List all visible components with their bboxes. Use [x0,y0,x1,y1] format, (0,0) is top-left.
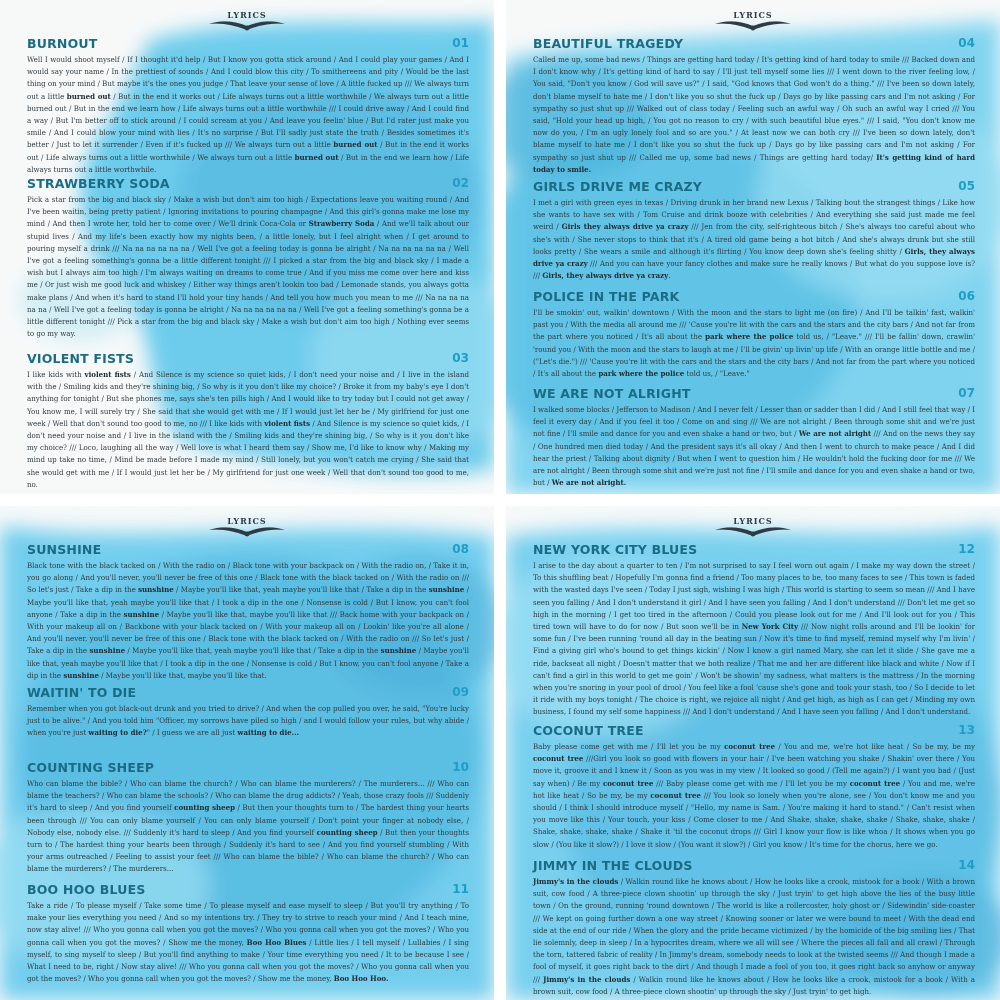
song-lyrics: Remember when you got black-out drunk and you tried to drive? / And when the cop pulled you over, he said, "You're lucky just to be alive." / And you told him "Officer, my sorrows have piled so high / and I would follow your rules, but why abide / when you're just waiting to die?" / I guess we are all just waiting to die... [27,704,469,738]
song-title: WE ARE NOT ALRIGHT [533,386,691,401]
lyrics-page-4 [506,506,1000,1000]
song-title: STRAWBERRY SODA [27,176,170,191]
song-burnout [27,36,469,176]
track-number: 13 [958,723,975,737]
song-lyrics: Black tone with the black tacked on / With the radio on / Black tone with your backpack on / With the radio on, / Take it in, you go along / And you'll never, you'll never be free of this one / Black tone with the black tacked on / With the radio on /// So let's just / Take a dip in the sunshine / Maybe you'll like that, yeah maybe you'll like that / Take a dip in the sunshine / Maybe you'll like that, yeah maybe you'll like that / I took a dip in the one / Nonsense is cold / But I know, you can't fool anyone / Take a dip in the sunshine / Maybe you'll like that, maybe you'll like that /// Back home with your backpack on / With your makeup all on / Backbone with your black tacked on / With your makeup all on / Lookin' like you're all alone / And you'll never, you'll never be free of this one / Black tone with the black tacked on / With the radio on /// So let's just / Take a dip in the sunshine / Maybe you'll like that, yeah maybe you'll like that / Take a dip in the sunshine / Maybe you'll like that, yeah maybe you'll like that / I took a dip in the one / Nonsense is cold / But I know, you can't fool anyone / Take a dip in the sunshine / Maybe you'll like that, maybe you'll like that. [27,561,469,680]
lyrics-logo [713,8,793,34]
song-title-highlight: Strawberry Soda [308,219,375,229]
logo-text: LYRICS [733,10,773,20]
song-title-highlight: counting sheep [174,803,236,813]
song-title-highlight: park where the police [705,332,794,342]
song-title: VIOLENT FISTS [27,351,135,366]
song-title-highlight: New York City [741,622,799,632]
song-waitin-to-die [27,685,469,740]
song-title-highlight: waiting to die? [88,728,147,738]
song-lyrics: I arise to the day about a quarter to ten / I'm not surprised to say I feel worn out again / I make my way down the street / To this shuffling beat / Hopefully I'm gonna find a friend / Too many places to be, too many faces to see / This town is faded with the wasted days I've seen / Today I just sigh, wishing I was high / This world is starting to seem so mean /// And I have seen you falling / And I don't understand it girl / And I have seen you falling / And I don't understand /// Don't let me get so high in the morning / I get too tired in the afternoon / Could you please look out for me / And I'll look out for you / This tired town will have to do for now / But soon we'll be in New York City /// Now night rolls around and I'll be lookin' for some fun / I've been running 'round all day in the beating sun / Now it's time to find myself, remind myself why I'm livin' / Find a giving girl who's bound to get things kickin' / Now I know a girl named Mary, she can let it slide / She gave me a ride, backseat all night / Doesn't matter that we both realize / That me and her are different like black and white / Now if I can't find a girl in this world to get me goin' / Won't be showin' my sadness, what matters is the mattress / In the morning when you're snoring in your pool of drool / You feel like a fool 'cause she's gone and took your stash, too / So I decide to let it ride with my boys tonight / The choice is right, we rejoice all night / And get high, as high as I can get / Minding my own business, I found my self some happiness /// And I don't understand / And I have seen you falling / And I don't understand. [533,561,976,717]
song-we-are-not-alright [533,386,975,489]
song-title: COCONUT TREE [533,723,644,738]
song-title: NEW YORK CITY BLUES [533,542,698,557]
song-title: SUNSHINE [27,542,102,557]
song-title-highlight: coconut tree [533,754,584,764]
song-girls-drive-me-crazy [533,179,975,282]
song-sunshine [27,542,469,682]
song-title-highlight: We are not alright. [551,478,627,488]
song-title-highlight: Boo Hoo Hoo. [333,974,389,984]
song-title-highlight: burned out [294,152,339,162]
lyrics-page-1 [0,0,494,494]
song-title: JIMMY IN THE CLOUDS [533,858,693,873]
logo-text: LYRICS [227,516,267,526]
track-number: 01 [452,36,469,50]
logo-text: LYRICS [227,10,267,20]
song-boo-hoo-blues [27,882,469,985]
song-lyrics: Baby please come get with me / I'll let you be my coconut tree / You and me, we're hot like heat / So be my, be my coconut tree ///Girl you look so good with flowers in your hair / I've been watching you shake / Shakin' over there / You move it, groove it and I knew it / Soon as you was in my view / It looked so good / (Tell me again?) / I want you bad / (Just say when) / Be my coconut tree /// Baby please come get with me / I'll let you be my coconut tree / You and me, we're hot like heat / So be my, be my coconut tree /// You look so lonely when you're alone, see / You don't know me and you should / I think I should introduce myself / "Hello, my name is Sam. / You're making it hard to stand." / Can't resist when you move like this / Your touch, your kiss / Come closer to me / And Shake, shake, shake, shake / Shake, shake, shake / Shake, shake, shake, shake / Shake it 'til the coconut drops /// Girl I know your flow is like whoa / It shows when you go slow / (You like it slow?) / I love it slow / (You want it slow?) / Girl you know / It's time for the chorus, here we go. [533,742,976,849]
song-title-highlight: sunshine [138,585,174,595]
song-title-highlight: coconut tree [650,790,701,800]
song-title: COUNTING SHEEP [27,760,155,775]
song-title-highlight: We are not alright [798,429,872,439]
lyrics-logo [713,514,793,540]
song-title: WAITIN' TO DIE [27,685,137,700]
song-lyrics: Well I would shoot myself / If I thought it'd help / But I know you gotta stick around / And I could play your games / And I would say your name / In the prettiest of sounds / And I could blow this city / To smithereens and pity / Would be the last thing on your mind / But maybe it's the ones you judge / That leave your sense of love / A little fucked up /// We always turn out a little burned out / But in the end it works out / Life always turns out a little worthwhile / We always turn out a little burned out / But in the end we learn how / Life always turns out a little worthwhile /// I could drive away / And I could find a way / But I'm better off to stick around / I could scream at you / And leave you feelin' blue / But I'd rater just make you smile / And I could blow your mind with lies / It's no surprise / But I'll sadly just state the truth / Besides sometimes it's better / Just to let it surrender / Even if it's fucked up /// We always turn out a little burned out / But in the end it works out / Life always turns out a little worthwhile / We always turn out a little burned out / But in the end we learn how / Life always turns out a little worthwhile. [27,55,469,174]
lyrics-page-3 [0,506,494,1000]
song-title-highlight: burned out [66,91,111,101]
song-lyrics: Called me up, some bad news / Things are getting hard today / It's getting kind of hard today to smile /// Backed down and I don't know why / It's getting kind of hard to say / I'll just tell myself some lies /// I went down to the river feeling low, / You said, "Don't you know / God will save us?" / I said, "God knows that God won't do a thing." /// I've been so down lately, don't blame myself to hate me / I don't like you so shut the fuck up / Days go by like passing cars and I'm not asking / For sympathy so just shut up /// Walked out of class today / Feeling such an awful way / Oh such an awful way I cried /// You said, "Hold your head up high, / You got no reason to cry / with such beautiful blue eyes." /// I said, "You don't know me now do you, / I'm an ugly lonely fool and so are you." / At least now we can both cry /// I've been so down lately, don't blame myself to hate me / I don't like you so shut the fuck up / Days go by like passing cars and I'm not asking / For sympathy so just shut up /// Called me up, some bad news / Things are getting hard today/ It's getting kind of hard today to smile. [533,55,975,174]
song-title: GIRLS DRIVE ME CRAZY [533,179,702,194]
song-title-highlight: Girls, they always drive ya crazy [533,246,975,269]
song-beautiful-tragedy [533,36,975,176]
lyrics-logo [207,514,287,540]
song-title-highlight: waiting to die... [237,728,300,738]
song-new-york-city-blues [533,542,975,719]
track-number: 03 [452,351,469,365]
song-lyrics: I like kids with violent fists / And Silence is my science so quiet kids, / I don't need your noise and / I live in the island with the / Smiling kids and they're shining big, / So why is it you don't like my choice? / Broke it from my baby's eye I don't anything for tonight / But she phones me, says she's ten pills high / And I would like to try today but I could not get away / You know me, I will surely try / She said that she would get with me / If I would just let her be / My girlfriend for just one week / Well that don't sound too good to me, no /// I like kids with violent fists / And Silence is my science so quiet kids, / I don't need your noise and / I live in the island with the / Smiling kids and they're shining big, / So why is it you don't like my choice? /// Loco, laughing all the way / Well love is what I heard them say / Show me, I'd like to know why / Making my mind up take no time, / Mind be made before I made my mind / Still lonely, but you won't catch me crying / She said that she would get with me / If I would just let her be / My girlfriend for just one week / Well that don't sound too good to me, no. [27,370,470,489]
track-number: 08 [452,542,469,556]
song-title-highlight: Boo Hoo Blues [246,937,307,947]
song-violent-fists [27,351,469,491]
song-coconut-tree [533,723,975,851]
song-title-highlight: sunshine [428,585,465,595]
lyrics-logo [207,8,287,34]
track-number: 10 [452,760,469,774]
song-title-highlight: burned out [333,140,378,150]
track-number: 06 [958,289,975,303]
song-strawberry-soda [27,176,469,340]
song-title-highlight: counting sheep [316,827,378,837]
song-lyrics: I'll be smokin' out, walkin' downtown / With the moon and the stars to light me (on fire) / And I'll be talkin' fast, walkin' past you / With the media all around me /// 'Cause you're lit with the cars and the stars and the city bars / And not far from the part where you noticed / It's all about the park where the police told us, / "Leave." /// I'll be fallin' down, crawlin' 'round you / With the moon and the stars to laugh at me / I'll be givin' up livin' up life / With an orange little bottle and me / ("Let's die.") /// 'Cause you're lit with the cars and the stars and the city bars / And not far from the part where you noticed / It's all about the park where the police told us, / "Leave." [533,308,976,379]
track-number: 07 [958,386,975,400]
song-title-highlight: sunshine [123,609,160,619]
song-title-highlight: sunshine [63,670,99,680]
song-title-highlight: coconut tree [602,778,654,788]
song-title-highlight: coconut tree [849,778,901,788]
lyrics-page-2 [506,0,1000,494]
song-title-highlight: coconut tree [724,742,776,751]
track-number: 04 [958,36,975,50]
song-police-in-the-park [533,289,975,380]
song-lyrics: I walked some blocks / Jefferson to Madison / And I never felt / Lesser than or sadder than I did / And I still feel that way / I feel it every day / And if you feel it too / Come on and sing /// We are not alright / Been through some shit and we're just not fine / I'll smile and dance for you and even shake a hand or two, but / We are not alright /// And on the news they say / One hundred men died today / And the president says it's all okay / And then I went to church to make peace / And I did hear the priest / Talking about dignity / But when I went to question him / He wouldn't hold the fucking door for me /// We are not alright / Been through some shit and we're just not fine / I'll smile and dance for you and even shake a hand or two, but / We are not alright. [533,405,975,488]
song-title-highlight: Jimmy's in the clouds [543,974,631,984]
song-title-highlight: It's getting kind of hard today to smile. [533,152,975,174]
song-lyrics: I met a girl with green eyes in texas / Driving drunk in her brand new Lexus / Talking bout the strangest things / Like how she wants to have sex with / Tom Cruise and drink booze with celebrities / And everything she said just made me feel weird / Girls they always drive ya crazy /// Jen from the city, self-righteous bitch / She's always too careful about who she's with / She never stops to think that it's / A tired old game being a hot bitch / And she's always drunk but she still looks pretty / She wears a smile and although it's flirting / You know deep down she's feeling shitty / Girls, they always drive ya crazy /// And you can have your fancy clothes and make sure he really knows / But what do you suppose love is? /// Girls, they always drive ya crazy. [533,198,975,281]
song-title-highlight: park where the police [598,369,685,379]
song-counting-sheep [27,760,469,876]
track-number: 11 [452,882,469,896]
song-title-highlight: sunshine [380,646,417,656]
song-lyrics: Take a ride / To please myself / Take some time / To please myself and ease myself to sleep / But you'll try anything / To make your lies everything you need / And so my intentions try. / They try to strive to reach your mind / And I teach mine, now stay alive! /// Who you gonna call when you got the moves? / Who you gonna call when you got the moves? / Who you gonna call when you got the moves? / Show me the money, Boo Hoo Blues / Little lies / I tell myself / Lullabies / I sing myself, to sing myself to sleep / But you'll find anything to make / Your time everything you need / It to be because I see / What I need to be, right / Now stay alive! /// Who you gonna call when you got the moves? / Who you gonna call when you got the moves? / Who you gonna call when you got the moves? / Show me the money, Boo Hoo Hoo. [27,901,469,984]
song-title-highlight: violent fists [264,418,311,428]
track-number: 14 [958,858,975,872]
song-title: BOO HOO BLUES [27,882,146,897]
track-number: 05 [958,179,975,193]
song-title-highlight: sunshine [89,646,126,656]
song-lyrics: Pick a star from the big and black sky / Make a wish but don't aim too high / Expectations leave you waiting round / And I've been waitin, being pretty patient / Ignoring invitations to pouring champagne / And this girl's gonna make me lose my mind / And then I wrote her, told her to come over / We'll drink Coca-Cola or Strawberry Soda / And we'll talk about our stupid lives / And my life's been exactly how my nights been, / a little lonely, but I feel alright when / I get around to pouring myself a drink /// Na na na na na na / Well I've got a feeling today is gonna be alright / Na na na na na na / Well I've got a feeling something's gonna be a little different tonight /// I picked a star from the big and black sky / I made a wish but I always aim too high / I'm always waiting on dreams to come true / And if you miss me come over here and kiss me / Or just wish me good luck and whiskey / Either way things aren't lookin too bad / Lemonade stands, you always gotta make plans / And when it's hard to stand I'll hold your tiny hands / And tell you how much you mean to me /// Na na na na na na / Well I've got a feeling today is gonna be alright / Na na na na na na / Well I've got a feeling something's gonna be a little different tonight /// Pick a star from the big and black sky / Make a wish but don't aim too high / Nothing ever seems to go my way. [27,195,470,339]
song-lyrics: Who can blame the bible? / Who can blame the church? / Who can blame the murderers? / The murderers... /// Who can blame the teachers? / Who can blame the schools? / Who can blame the drug addicts? / Yeah, those crazy fools /// Suddenly it's hard to sleep / And you find yourself counting sheep / But then your thoughts turn to / The hardest thing your hearts been through /// You can only blame yourself / You can only blame yourself / Don't point your finger at nobody else, / Nobody else, nobody else. /// Suddenly it's hard to sleep / And you find yourself counting sheep / But then your thoughts turn to / The hardest thing your hearts been through / Suddenly it's hard to see / And you find yourself stumbling / With your arms outreached / Feeling to assist your feet /// Who can blame the bible? / Who can blame the church? / Who can blame the murderers? / The murderers... [27,779,469,874]
track-number: 12 [958,542,975,556]
song-title-highlight: Girls they always drive ya crazy [561,222,689,232]
song-title: POLICE IN THE PARK [533,289,680,304]
song-jimmy-in-the-clouds [533,858,975,998]
song-title: BEAUTIFUL TRAGEDY [533,36,684,51]
song-lyrics: Jimmy's in the clouds / Walkin round like he knows about / How he looks like a crook, mistook for a book / With a brown suit, cow food / A three-piece clown shootin' up through the sky / Just tryin' to get high above the lies of the busy little town / On the ground, running 'round downtown / The world is like a rollercoster, holy ghost or / Sidewindin' side-coaster /// We kept on going further down a one way street / Knowing sooner or later we were bound to meet / With the dead end side at the end of our ride / When the glory and the pride became victimized / by the homicide of the big smiling lies / That lie solemnly, deep in sleep / In a hypocrites dream, where we all will see / Where the pieces all fall and all crawl / Through the torn, tattered fabric of reality / In Jimmy's dream, somebody needs to look at the twisted seems /// And though I made a fool of myself, it goes right back to the dirt / And though I made a fool of you too, it goes right back so anyhow or anyway /// Jimmy's in the clouds / Walkin round like he knows about / How he looks like a crook, mistook for a book / With a brown suit, cow food / A three-piece clown shootin' up through the sky / Just tryin' to get high. [533,877,975,996]
song-title-highlight: Girls, they always drive ya crazy [542,271,669,281]
song-title-highlight: violent fists [84,370,131,379]
song-title: BURNOUT [27,36,98,51]
song-title-highlight: Jimmy's in the clouds [533,877,619,886]
track-number: 09 [452,685,469,699]
track-number: 02 [452,176,469,190]
logo-text: LYRICS [733,516,773,526]
